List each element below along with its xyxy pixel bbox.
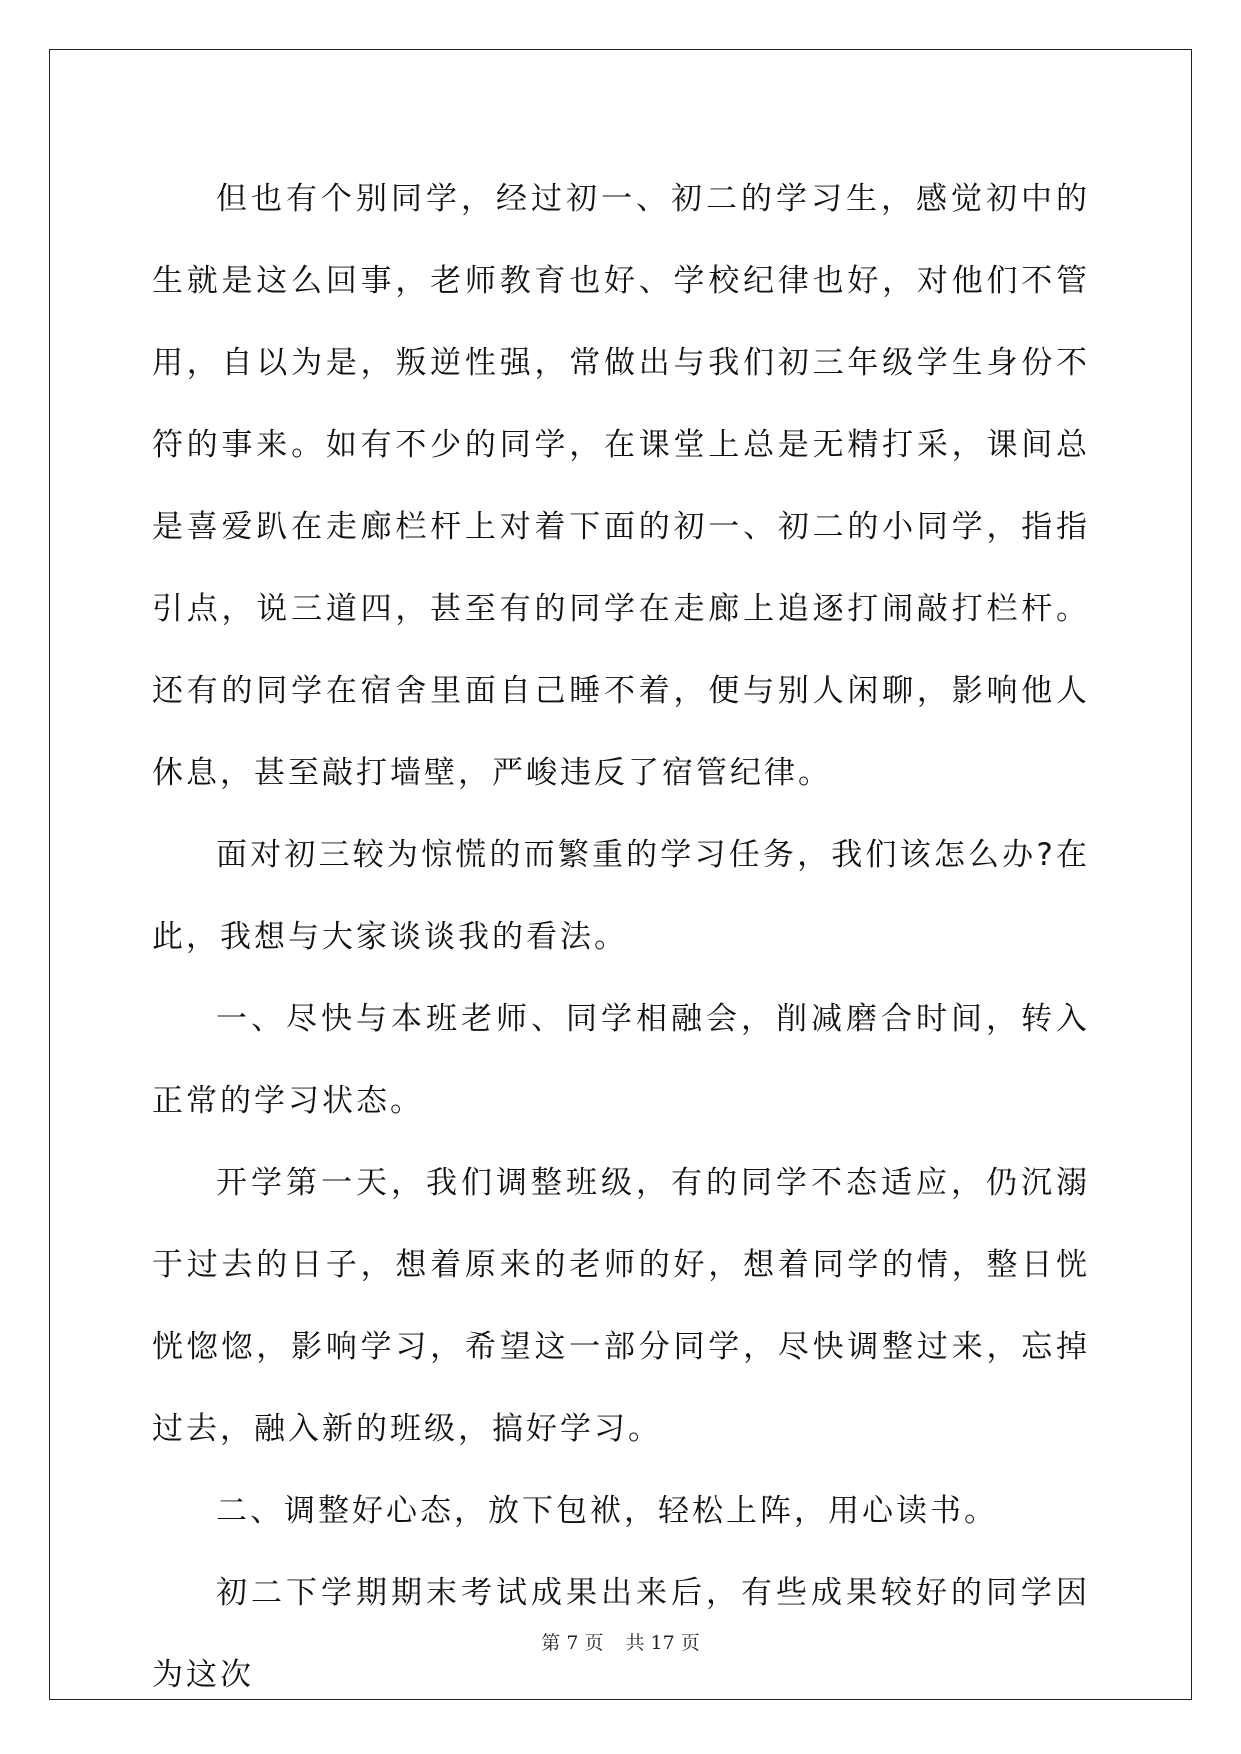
paragraph-1: 但也有个别同学，经过初一、初二的学习生，感觉初中的生就是这么回事，老师教育也好、学校纪律也好，对他们不管用，自以为是，叛逆性强，常做出与我们初三年级学生身份不符的事来。如有不少的同学，在课堂上总是无精打采，课间总是喜爱趴在走廊栏杆上对着下面的初一、初二的小同学，指指引点，说三道四，甚至有的同学在走廊上追逐打闹敲打栏杆。还有的同学在宿舍里面自己睡不着，便与别人闲聊，影响他人休息，甚至敲打墙壁，严峻违反了宿管纪律。 xyxy=(152,181,1090,791)
paragraph-6: 初二下学期期末考试成果出来后，有些成果较好的同学因为这次 xyxy=(152,1575,1090,1693)
paragraph-2: 面对初三较为惊慌的而繁重的学习任务，我们该怎么办?在此，我想与大家谈谈我的看法。 xyxy=(152,837,1090,955)
paragraph-5: 二、调整好心态，放下包袱，轻松上阵，用心读书。 xyxy=(216,1493,998,1529)
page-number: 第 7 页 xyxy=(541,1632,604,1654)
page-footer xyxy=(0,1628,1241,1655)
document-body xyxy=(152,158,1090,1716)
paragraph-3: 一、尽快与本班老师、同学相融会，削减磨合时间，转入正常的学习状态。 xyxy=(152,1001,1090,1119)
paragraph-4: 开学第一天，我们调整班级，有的同学不态适应，仍沉溺于过去的日子，想着原来的老师的好，想着同学的情，整日恍恍惚惚，影响学习，希望这一部分同学，尽快调整过来，忘掉过去，融入新的班级，搞好学习。 xyxy=(152,1165,1090,1447)
page-total: 共 17 页 xyxy=(625,1632,700,1654)
